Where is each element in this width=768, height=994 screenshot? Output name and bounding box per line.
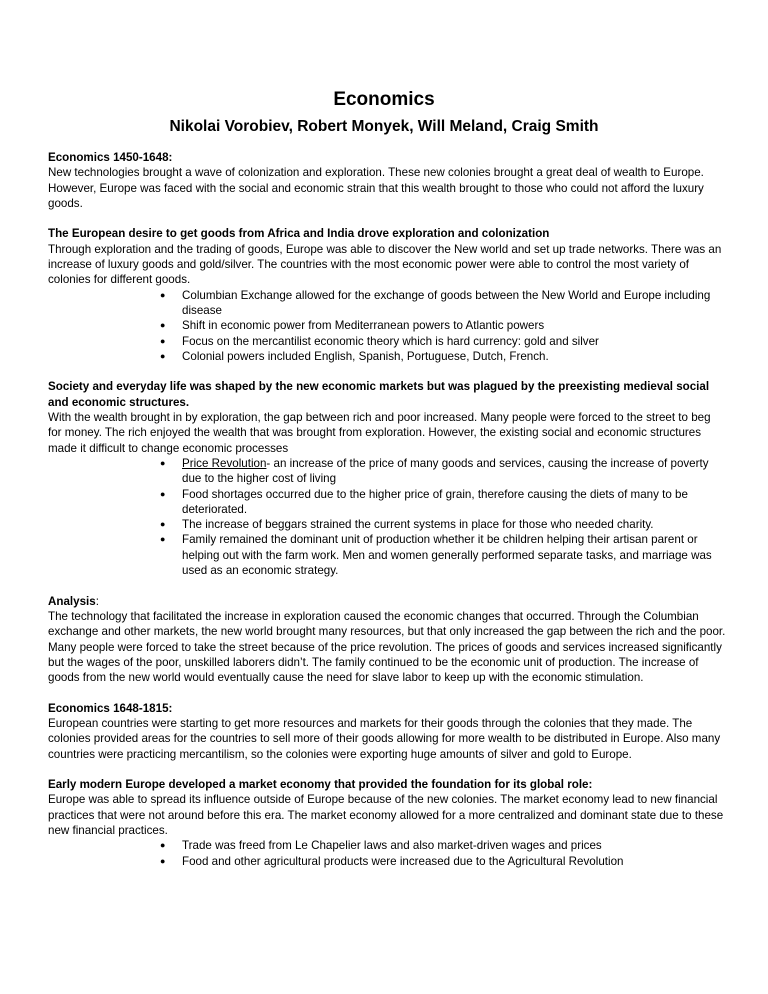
- list-item: ● Family remained the dominant unit of production whether it be children helping their artisan parent or helping out with the farm work. Men and women generally performed separate tasks, and marriage was used as an economic strategy.: [160, 533, 712, 578]
- section-economics-1648-1815: [48, 701, 726, 762]
- bullet-icon: ●: [160, 534, 166, 545]
- list-item: ● Food shortages occurred due to the higher price of grain, therefore causing the diets of many to be deteriorated.: [160, 487, 688, 516]
- section-heading: Analysis: [48, 594, 96, 608]
- list-item: ● The increase of beggars strained the current systems in place for those who needed charity.: [160, 518, 654, 532]
- list-item: ● Price Revolution- an increase of the price of many goods and services, causing the increase of poverty due to the higher cost of living: [160, 456, 709, 486]
- section-heading: The European desire to get goods from Africa and India drove exploration and colonization: [48, 227, 550, 241]
- document-body: [48, 150, 726, 884]
- section-economics-1450-1648: [48, 150, 726, 211]
- section-analysis: [48, 594, 726, 686]
- list-item: ● Colonial powers included English, Spanish, Portuguese, Dutch, French.: [160, 349, 549, 363]
- list-item: ● Food and other agricultural products were increased due to the Agricultural Revolution: [160, 854, 624, 868]
- bullet-icon: ●: [160, 350, 166, 361]
- section-paragraph: New technologies brought a wave of colonization and exploration. These new colonies brought a great deal of wealth to Europe. However, Europe was faced with the social and economic strain that this wealth brought to those who could not afford the luxury goods.: [48, 166, 704, 210]
- bullet-icon: ●: [160, 840, 166, 851]
- list-item: ● Focus on the mercantilist economic theory which is hard currency: gold and silver: [160, 334, 599, 348]
- list-item: ● Trade was freed from Le Chapelier laws and also market-driven wages and prices: [160, 839, 602, 853]
- bullet-icon: ●: [160, 855, 166, 866]
- bullet-icon: ●: [160, 289, 166, 300]
- section-market-economy: [48, 777, 726, 869]
- document-authors: Nikolai Vorobiev, Robert Monyek, Will Meland, Craig Smith: [169, 118, 599, 135]
- section-heading: Economics 1450-1648:: [48, 151, 173, 164]
- section-paragraph: European countries were starting to get more resources and markets for their goods through the colonies that they made. The colonies provided areas for the countries to sell more of their goods allowing for more wealth to be distributed in Europe. Also many countries were practicing mercantilism, so the colonies were exporting huge amounts of silver and gold to Europe.: [48, 716, 721, 761]
- bullet-list: [48, 838, 726, 869]
- bullet-icon: ●: [160, 320, 166, 331]
- bullet-icon: ●: [160, 519, 166, 530]
- list-item: ● Shift in economic power from Mediterranean powers to Atlantic powers: [160, 319, 545, 333]
- bullet-icon: ●: [160, 488, 166, 499]
- section-exploration-colonization: [48, 226, 726, 364]
- list-item: ● Columbian Exchange allowed for the exchange of goods between the New World and Europe including disease: [160, 288, 711, 317]
- section-paragraph: The technology that facilitated the increase in exploration caused the economic changes that occurred. Through the Columbian exchange and other markets, the new world brought many resources, but that only increased the gap between the rich and the poor. Many people were forced to take the street because of the price revolution. The prices of goods and services increased significantly but the wages of the poor, unskilled laborers didn’t. The family continued to be the economic unit of production. The increase of goods from the new world would eventually cause the need for slave labor to keep up with the economic stimulation.: [48, 609, 726, 685]
- section-society-everyday-life: [48, 379, 726, 578]
- bullet-list: [48, 288, 726, 364]
- bullet-list: [48, 456, 726, 578]
- section-heading: Society and everyday life was shaped by the new economic markets but was plagued by the preexisting medieval social and economic structures.: [48, 380, 710, 409]
- section-paragraph: Europe was able to spread its influence outside of Europe because of the new colonies. The market economy lead to new financial practices that were not around before this era. The market economy allowed for a more centralized and dominant state due to these new financial practices.: [48, 793, 724, 838]
- price-revolution-term: Price Revolution: [182, 456, 267, 470]
- section-heading-line: Analysis:: [48, 594, 99, 608]
- bullet-icon: ●: [160, 335, 166, 346]
- bullet-icon: ●: [160, 457, 166, 468]
- section-paragraph: Through exploration and the trading of goods, Europe was able to discover the New world and set up trade networks. There was an increase of luxury goods and gold/silver. The countries with the most economic power were able to control the most variety of colonies for different goods.: [48, 242, 722, 287]
- document-title: Economics: [333, 89, 435, 110]
- section-heading: Economics 1648-1815:: [48, 701, 173, 715]
- section-paragraph: With the wealth brought in by exploration, the gap between rich and poor increased. Many people were forced to the street to beg for money. The rich enjoyed the wealth that was brought from exploration. However, the existing social and economic structures made it difficult to change economic processes: [48, 411, 711, 455]
- section-heading: Early modern Europe developed a market economy that provided the foundation for its global role:: [48, 778, 593, 792]
